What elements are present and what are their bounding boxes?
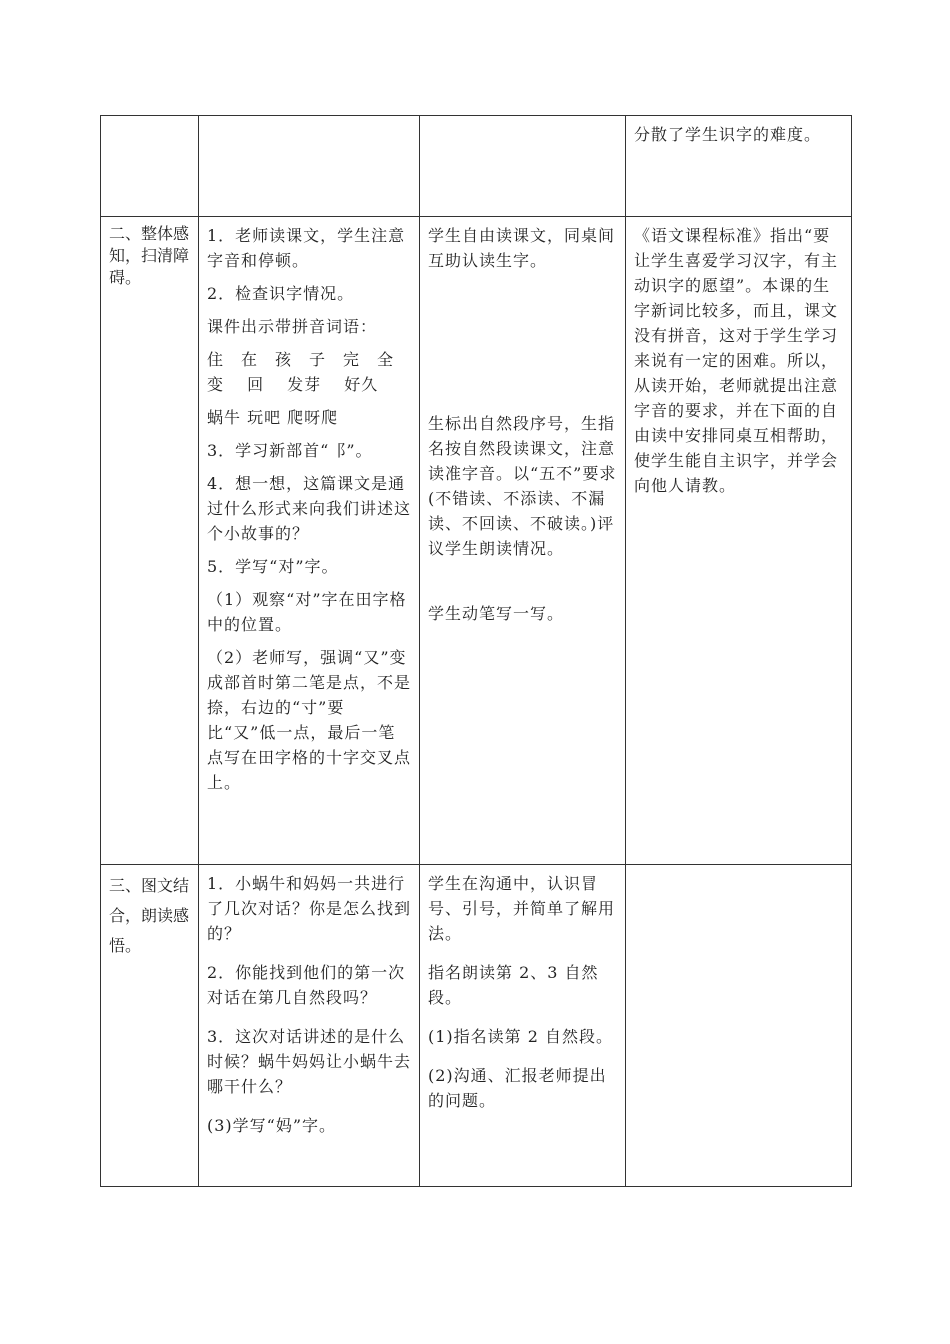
teacher-substep: （1）观察“对”字在田字格中的位置。 bbox=[207, 590, 407, 634]
design-intent-text: 《语文课程标准》指出“要让学生喜爱学习汉字，有主动识字的愿望”。本课的生字新词比较多，而且，课文没有拼音，这对于学生学习来说有一定的困难。所以，从读开始，老师就提出注意字音的要求，并在下面的自由读中安排同桌互相帮助，使学生能自主识字，并学会向他人请教。 bbox=[634, 226, 839, 495]
teacher-substep: (3)学写“妈”字。 bbox=[207, 1116, 337, 1135]
teacher-step: 4．想一想，这篇课文是通过什么形式来向我们讲述这个小故事的？ bbox=[207, 474, 412, 543]
student-step: 学生动笔写一写。 bbox=[428, 604, 565, 623]
student-step: 学生自由读课文，同桌间互助认读生字。 bbox=[428, 226, 616, 270]
table-row bbox=[101, 865, 852, 1187]
design-intent-cell bbox=[626, 116, 852, 217]
design-intent-text: 分散了学生识字的难度。 bbox=[634, 125, 822, 144]
design-intent-cell bbox=[626, 865, 852, 1187]
vocabulary-words: 蜗牛 玩吧 爬呀爬 bbox=[207, 408, 339, 427]
lesson-plan-table bbox=[100, 115, 852, 1187]
student-step: (2)沟通、汇报老师提出的问题。 bbox=[428, 1066, 607, 1110]
design-intent-cell bbox=[626, 217, 852, 865]
teacher-activity-cell bbox=[199, 865, 420, 1187]
stage-cell bbox=[101, 116, 199, 217]
stage-title: 三、图文结合，朗读感悟。 bbox=[109, 876, 190, 955]
student-step: 学生在沟通中，认识冒号、引号，并简单了解用法。 bbox=[428, 874, 616, 943]
teacher-step: 课件出示带拼音词语： bbox=[207, 317, 378, 336]
teacher-step: 3．这次对话讲述的是什么时候？蜗牛妈妈让小蜗牛去哪干什么？ bbox=[207, 1027, 412, 1096]
stage-cell bbox=[101, 865, 199, 1187]
teacher-step: 2．你能找到他们的第一次对话在第几自然段吗？ bbox=[207, 963, 406, 1007]
student-step: 指名朗读第 2、3 自然段。 bbox=[428, 963, 599, 1007]
teacher-activity-cell bbox=[199, 116, 420, 217]
vocabulary-words: 住 在 孩 子 完 全 变 回 发芽 好久 bbox=[207, 350, 395, 394]
teacher-step: 2．检查识字情况。 bbox=[207, 284, 355, 303]
table-row bbox=[101, 116, 852, 217]
student-activity-cell bbox=[420, 865, 626, 1187]
teacher-step: 5．学写“对”字。 bbox=[207, 557, 339, 576]
student-step: (1)指名读第 2 自然段。 bbox=[428, 1027, 614, 1046]
student-activity-cell bbox=[420, 116, 626, 217]
teacher-substep: （2）老师写，强调“又”变成部首时第二笔是点，不是捺，右边的“寸”要比“又”低一点，最后一笔点写在田字格的十字交叉点上。 bbox=[207, 648, 412, 792]
teacher-step: 1．老师读课文，学生注意字音和停顿。 bbox=[207, 226, 406, 270]
table-row bbox=[101, 217, 852, 865]
teacher-activity-cell bbox=[199, 217, 420, 865]
teacher-step: 1．小蜗牛和妈妈一共进行了几次对话？你是怎么找到的？ bbox=[207, 874, 412, 943]
student-activity-cell bbox=[420, 217, 626, 865]
stage-title: 二、整体感知，扫清障碍。 bbox=[109, 224, 190, 287]
teacher-step: 3．学习新部首“⻏”。 bbox=[207, 441, 373, 460]
stage-cell bbox=[101, 217, 199, 865]
student-step: 生标出自然段序号，生指名按自然段读课文，注意读准字音。以“五不”要求(不错读、不添读、不漏读、不回读、不破读。)评议学生朗读情况。 bbox=[428, 414, 617, 558]
